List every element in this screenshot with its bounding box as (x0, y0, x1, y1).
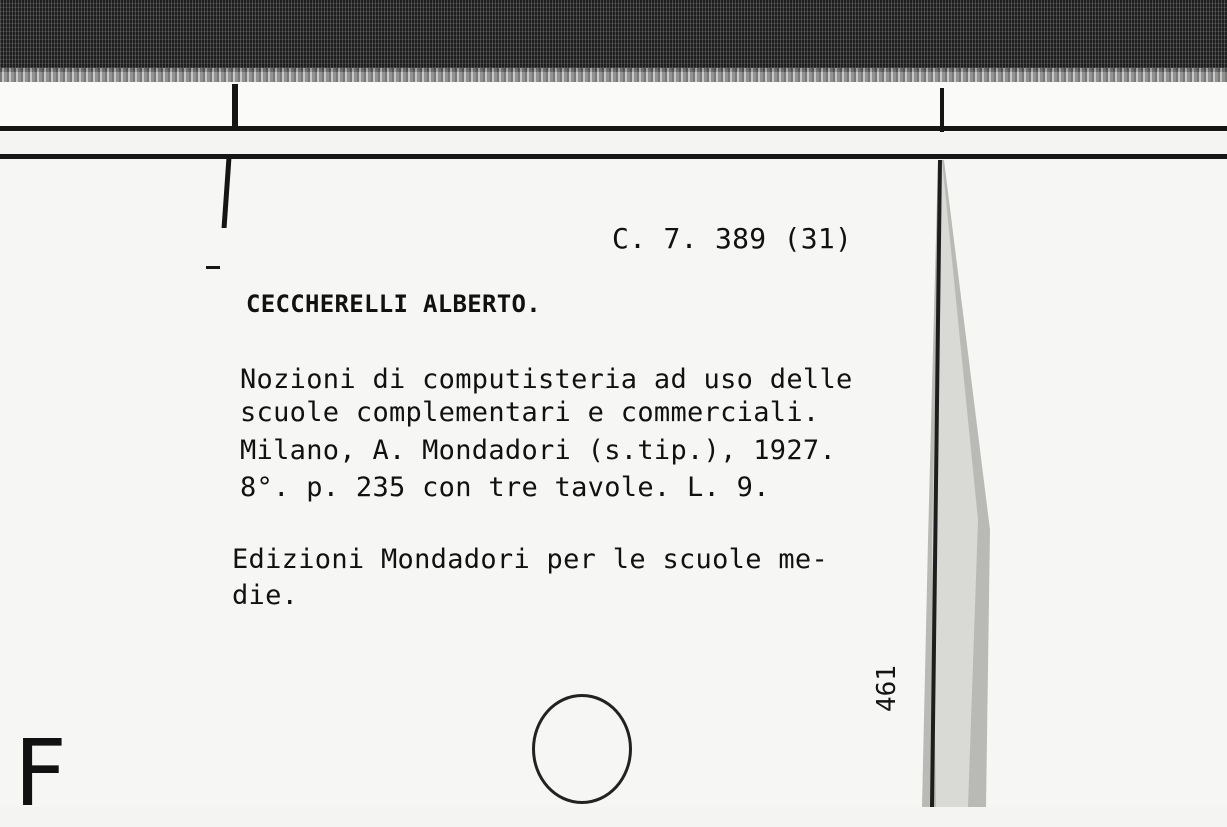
description-line-4: 8°. p. 235 con tre tavole. L. 9. (240, 472, 770, 503)
margin-letter: F (14, 720, 67, 827)
stamp-number: 461 (872, 665, 902, 712)
tick-upper-left (232, 84, 238, 130)
description-line-1: Nozioni di computisteria ad uso delle (240, 364, 853, 395)
shelfmark: C. 7. 389 (31) (612, 222, 853, 255)
top-strip (0, 82, 1227, 132)
card-fold-edge (918, 160, 998, 807)
rule-upper (0, 126, 1227, 131)
description-line-3: Milano, A. Mondadori (s.tip.), 1927. (240, 435, 836, 466)
scan-dark-band (0, 0, 1227, 72)
description-line-2: scuole complementari e commerciali. (240, 397, 820, 428)
author-heading: CECCHERELLI ALBERTO. (246, 290, 541, 318)
tick-upper-right (940, 88, 944, 132)
scan-edge (0, 68, 1227, 82)
series-note-line-2: die. (232, 580, 299, 611)
series-note-line-1: Edizioni Mondadori per le scuole me- (232, 544, 828, 575)
rule-lower (0, 154, 1227, 159)
punch-hole (532, 694, 632, 804)
tick-card-small (206, 266, 220, 269)
